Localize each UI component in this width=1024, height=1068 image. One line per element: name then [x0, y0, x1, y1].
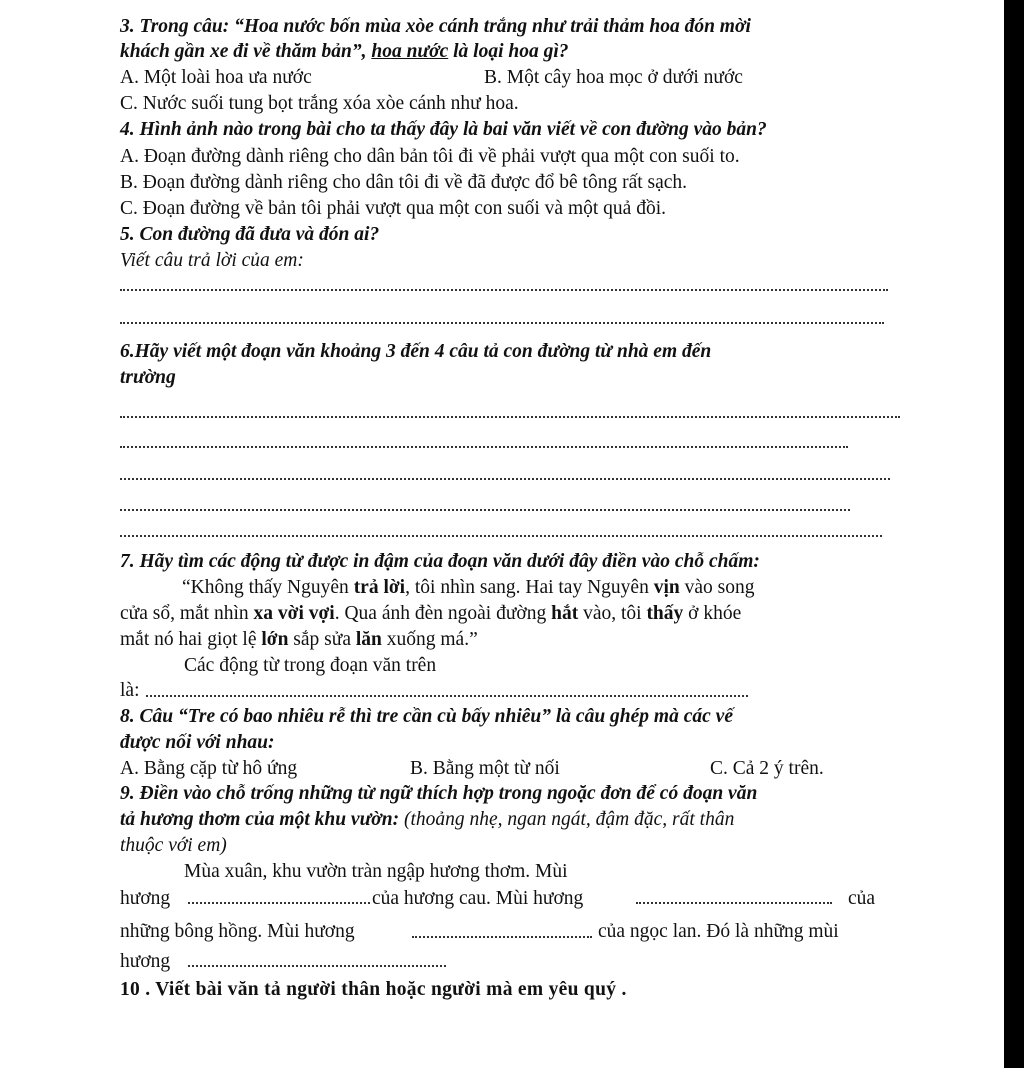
q9-hương-1: hương [120, 888, 171, 909]
q5-title: 5. Con đường đã đưa và đón ai? [120, 224, 380, 245]
q7-p1-text-a: “Không thấy Nguyên [182, 577, 354, 598]
q8-option-c: C. Cả 2 ý trên. [710, 758, 824, 779]
q7-bold-verb-thay: thấy [646, 603, 684, 624]
q7-p3-text-d: xuống má.” [381, 629, 478, 650]
q9-hương-2: hương [120, 951, 171, 972]
q7-p1-text-c: , tôi nhìn sang. Hai tay Nguyên [405, 577, 654, 598]
q6-answer-line-4 [120, 507, 850, 511]
q8-option-a: A. Bằng cặp từ hô ứng [120, 758, 298, 779]
q5-answer-line-1 [120, 287, 888, 291]
q3-line2-pre: khách gần xe đi về thăm bản”, [120, 41, 372, 62]
q6-answer-line-3 [120, 476, 890, 480]
q3-option-c: C. Nước suối tung bọt trắng xóa xòe cánh như hoa. [120, 93, 519, 114]
q7-title: 7. Hãy tìm các động từ được in đậm của đoạn văn dưới đây điền vào chỗ chấm: [120, 551, 760, 572]
q6-line1: 6.Hãy viết một đoạn văn khoảng 3 đến 4 câu tả con đường từ nhà em đến [120, 341, 712, 362]
q3-line1: 3. Trong câu: “Hoa nước bốn mùa xòe cánh trắng như trải thảm hoa đón mời [120, 16, 751, 37]
q10-title: 10 . Viết bài văn tả người thân hoặc người mà em yêu quý . [120, 979, 627, 1000]
q9-blank-1 [188, 900, 370, 904]
q5-answer-line-2 [120, 320, 884, 324]
q7-bold-verb-hat: hắt [551, 603, 579, 624]
q3-line2-post: là loại hoa gì? [448, 41, 569, 62]
q9-blank-3 [412, 934, 592, 938]
q6-answer-line-2 [120, 444, 848, 448]
q8-option-b: B. Bằng một từ nối [410, 758, 560, 779]
q3-options-row [120, 66, 743, 90]
q7-passage-line2 [120, 602, 741, 626]
q7-bold-xa-voi-voi: xa vời vợi [253, 603, 335, 624]
q7-p2-text-c: . Qua ánh đèn ngoài đường [334, 603, 552, 624]
q6-answer-line-1 [120, 414, 900, 418]
q7-bold-verb-lan: lăn [355, 629, 382, 650]
q9-text-bong-hong: những bông hồng. Mùi hương [120, 921, 355, 942]
q6-answer-line-5 [120, 533, 882, 537]
q4-option-c: C. Đoạn đường về bản tôi phải vượt qua một con suối và một quả đồi. [120, 198, 666, 219]
q7-passage-line1 [182, 576, 754, 600]
q4-option-a: A. Đoạn đường dành riêng cho dân bản tôi đi về phải vượt qua một con suối to. [120, 146, 740, 167]
q7-p1-text-d: vào song [679, 577, 755, 598]
q9-line3: thuộc với em) [120, 835, 227, 856]
q6-line2: trường [120, 367, 176, 388]
q7-p2-text-d: vào, tôi [578, 603, 647, 624]
q4-title: 4. Hình ảnh nào trong bài cho ta thấy đây là bai văn viết về con đường vào bản? [120, 119, 767, 140]
q3-option-b: B. Một cây hoa mọc ở dưới nước [484, 67, 743, 88]
q8-line1: 8. Câu “Tre có bao nhiêu rễ thì tre cần cù bấy nhiêu” là câu ghép mà các vế [120, 706, 733, 727]
q7-p2-text-a: cửa sổ, mắt nhìn [120, 603, 254, 624]
q9-line2 [120, 808, 734, 832]
q7-p2-text-e: ở khóe [683, 603, 742, 624]
q9-line1: 9. Điền vào chỗ trống những từ ngữ thích hợp trong ngoặc đơn để có đoạn văn [120, 783, 758, 804]
q7-bold-verb-vin: vịn [653, 577, 680, 598]
q9-blank-2 [636, 900, 832, 904]
q4-option-b: B. Đoạn đường dành riêng cho dân tôi đi về đã được đổ bê tông rất sạch. [120, 172, 688, 193]
q9-blank-4 [188, 963, 446, 967]
q7-p3-text-a: mắt nó hai giọt lệ [120, 629, 262, 650]
q9-paragraph-line1: Mùa xuân, khu vườn tràn ngập hương thơm. Mùi [184, 861, 568, 882]
q7-answer-line [146, 693, 748, 697]
q7-p3-text-c: sắp sửa [288, 629, 356, 650]
q5-prompt: Viết câu trả lời của em: [120, 250, 304, 271]
q3-option-a: A. Một loài hoa ưa nước [120, 67, 312, 88]
q9-text-ngoc-lan: của ngọc lan. Đó là những mùi [598, 921, 839, 942]
q9-text-huong-cau: của hương cau. Mùi hương [372, 888, 584, 909]
q8-options-row [120, 757, 824, 781]
q9-line2-bold: tả hương thơm của một khu vườn: [120, 809, 404, 830]
q3-line2 [120, 40, 569, 64]
q7-bold-verb-tra-loi: trả lời [353, 577, 406, 598]
q7-answer-label-1: Các động từ trong đoạn văn trên [184, 655, 437, 676]
q3-underlined-term: hoa nước [371, 41, 449, 62]
q9-word-choices: (thoảng nhẹ, ngan ngát, đậm đặc, rất thân [403, 809, 735, 830]
q9-text-cua-1: của [848, 888, 876, 909]
q7-bold-lon: lớn [261, 629, 289, 650]
q7-passage-line3 [120, 628, 478, 652]
q8-line2: được nối với nhau: [120, 732, 275, 753]
q7-answer-label-2: là: [120, 680, 140, 701]
